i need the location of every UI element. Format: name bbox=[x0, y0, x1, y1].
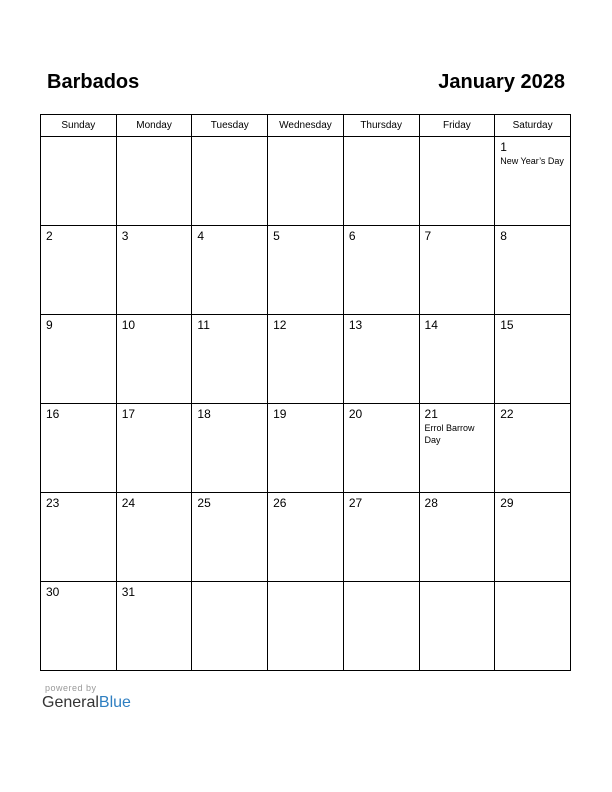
brand-blue: Blue bbox=[98, 694, 131, 711]
day-cell bbox=[116, 226, 192, 315]
day-number: 29 bbox=[500, 496, 514, 510]
day-number: 22 bbox=[500, 407, 514, 421]
week-row bbox=[41, 493, 571, 582]
day-cell bbox=[419, 315, 495, 404]
day-number: 24 bbox=[121, 496, 136, 510]
weekday-tuesday: Tuesday bbox=[192, 115, 268, 137]
day-number: 13 bbox=[348, 318, 363, 332]
day-cell bbox=[116, 137, 192, 226]
day-number: 23 bbox=[46, 496, 60, 510]
holiday-label bbox=[268, 421, 343, 422]
day-cell bbox=[343, 226, 419, 315]
day-cell bbox=[192, 137, 268, 226]
month-year-title: January 2028 bbox=[438, 71, 565, 93]
day-number: 7 bbox=[424, 229, 432, 243]
day-number: 2 bbox=[46, 229, 53, 243]
day-cell bbox=[495, 404, 571, 493]
country-title: Barbados bbox=[47, 71, 140, 93]
day-cell bbox=[268, 137, 344, 226]
day-number: 16 bbox=[46, 407, 60, 421]
weekday-sunday: Sunday bbox=[41, 115, 117, 137]
weekday-friday: Friday bbox=[419, 115, 495, 137]
week-row bbox=[41, 582, 571, 671]
day-cell bbox=[268, 226, 344, 315]
day-cell bbox=[268, 315, 344, 404]
holiday-label bbox=[344, 585, 419, 586]
holiday-label bbox=[268, 140, 343, 141]
day-number: 10 bbox=[121, 318, 136, 332]
holiday-label bbox=[117, 332, 192, 333]
day-number: 12 bbox=[273, 318, 287, 332]
day-number: 28 bbox=[424, 496, 438, 510]
day-cell bbox=[116, 315, 192, 404]
week-row bbox=[41, 315, 571, 404]
day-number: 9 bbox=[46, 318, 53, 332]
day-number: 15 bbox=[500, 318, 514, 332]
holiday-label bbox=[268, 510, 343, 511]
holiday-label bbox=[41, 243, 116, 244]
generalblue-logo bbox=[42, 694, 131, 712]
holiday-label bbox=[344, 243, 419, 244]
holiday-label bbox=[192, 332, 267, 333]
day-cell bbox=[343, 404, 419, 493]
holiday-label bbox=[41, 599, 116, 600]
week-row bbox=[41, 404, 571, 493]
holiday-label bbox=[344, 510, 419, 511]
week-row bbox=[41, 226, 571, 315]
day-cell bbox=[116, 404, 192, 493]
holiday-label bbox=[117, 510, 192, 511]
day-number: 26 bbox=[273, 496, 287, 510]
holiday-label bbox=[495, 510, 570, 511]
day-number: 5 bbox=[273, 229, 280, 243]
holiday-label bbox=[41, 140, 116, 141]
holiday-label bbox=[192, 140, 267, 141]
holiday-label bbox=[117, 421, 192, 422]
day-cell bbox=[419, 493, 495, 582]
day-cell bbox=[419, 404, 495, 493]
day-cell bbox=[495, 226, 571, 315]
holiday-label bbox=[268, 585, 343, 586]
powered-by-text: powered by bbox=[45, 683, 97, 693]
holiday-label bbox=[495, 243, 570, 244]
holiday-label bbox=[420, 140, 495, 141]
day-cell bbox=[343, 493, 419, 582]
day-number: 6 bbox=[348, 229, 356, 243]
day-cell bbox=[419, 582, 495, 671]
weekday-saturday: Saturday bbox=[495, 115, 571, 137]
holiday-label bbox=[192, 243, 267, 244]
calendar-grid bbox=[40, 114, 571, 671]
day-number: 18 bbox=[197, 407, 211, 421]
holiday-label bbox=[344, 332, 419, 333]
day-cell bbox=[192, 226, 268, 315]
day-cell bbox=[495, 315, 571, 404]
weekday-monday: Monday bbox=[116, 115, 192, 137]
day-cell bbox=[41, 493, 117, 582]
day-number: 25 bbox=[197, 496, 211, 510]
day-number: 17 bbox=[121, 407, 136, 421]
day-cell bbox=[41, 226, 117, 315]
holiday-label bbox=[117, 243, 192, 244]
week-row bbox=[41, 137, 571, 226]
weekday-header-row bbox=[41, 115, 571, 137]
holiday-label bbox=[192, 510, 267, 511]
day-cell bbox=[116, 493, 192, 582]
day-number: 31 bbox=[121, 585, 136, 599]
day-cell bbox=[268, 404, 344, 493]
day-cell bbox=[268, 582, 344, 671]
day-cell bbox=[343, 582, 419, 671]
holiday-label bbox=[495, 585, 570, 586]
day-cell bbox=[192, 315, 268, 404]
day-cell bbox=[116, 582, 192, 671]
holiday-label: New Year’s Day bbox=[500, 156, 564, 166]
holiday-label bbox=[41, 332, 116, 333]
day-cell bbox=[41, 582, 117, 671]
holiday-label bbox=[41, 510, 116, 511]
weekday-wednesday: Wednesday bbox=[268, 115, 344, 137]
day-cell bbox=[268, 493, 344, 582]
holiday-label bbox=[117, 599, 192, 600]
day-cell bbox=[192, 582, 268, 671]
calendar-body bbox=[41, 137, 571, 671]
day-cell bbox=[495, 137, 571, 226]
day-cell bbox=[419, 226, 495, 315]
day-cell bbox=[41, 137, 117, 226]
day-cell bbox=[41, 404, 117, 493]
weekday-thursday: Thursday bbox=[343, 115, 419, 137]
day-cell bbox=[41, 315, 117, 404]
holiday-label bbox=[192, 585, 267, 586]
holiday-label bbox=[420, 243, 495, 244]
day-number: 14 bbox=[424, 318, 438, 332]
day-cell bbox=[343, 137, 419, 226]
holiday-label bbox=[192, 421, 267, 422]
day-number: 27 bbox=[348, 496, 363, 510]
brand-general: General bbox=[42, 694, 99, 711]
day-number: 1 bbox=[500, 140, 507, 154]
day-number: 21 bbox=[424, 407, 438, 421]
day-cell bbox=[419, 137, 495, 226]
day-number: 11 bbox=[197, 318, 210, 332]
holiday-label bbox=[420, 510, 495, 511]
holiday-label bbox=[420, 585, 495, 586]
holiday-label bbox=[268, 332, 343, 333]
day-number: 19 bbox=[273, 407, 287, 421]
holiday-label: Errol Barrow Day bbox=[424, 423, 475, 445]
holiday-label bbox=[41, 421, 116, 422]
day-number: 30 bbox=[46, 585, 60, 599]
holiday-label bbox=[268, 243, 343, 244]
day-number: 4 bbox=[197, 229, 205, 243]
holiday-label bbox=[344, 140, 419, 141]
day-number: 20 bbox=[348, 407, 363, 421]
day-cell bbox=[343, 315, 419, 404]
holiday-label bbox=[495, 332, 570, 333]
day-cell bbox=[495, 582, 571, 671]
holiday-label bbox=[420, 332, 495, 333]
day-cell bbox=[192, 493, 268, 582]
holiday-label bbox=[344, 421, 419, 422]
holiday-label bbox=[117, 140, 192, 141]
day-number: 3 bbox=[121, 229, 129, 243]
day-number: 8 bbox=[500, 229, 507, 243]
day-cell bbox=[495, 493, 571, 582]
day-cell bbox=[192, 404, 268, 493]
holiday-label bbox=[495, 421, 570, 422]
